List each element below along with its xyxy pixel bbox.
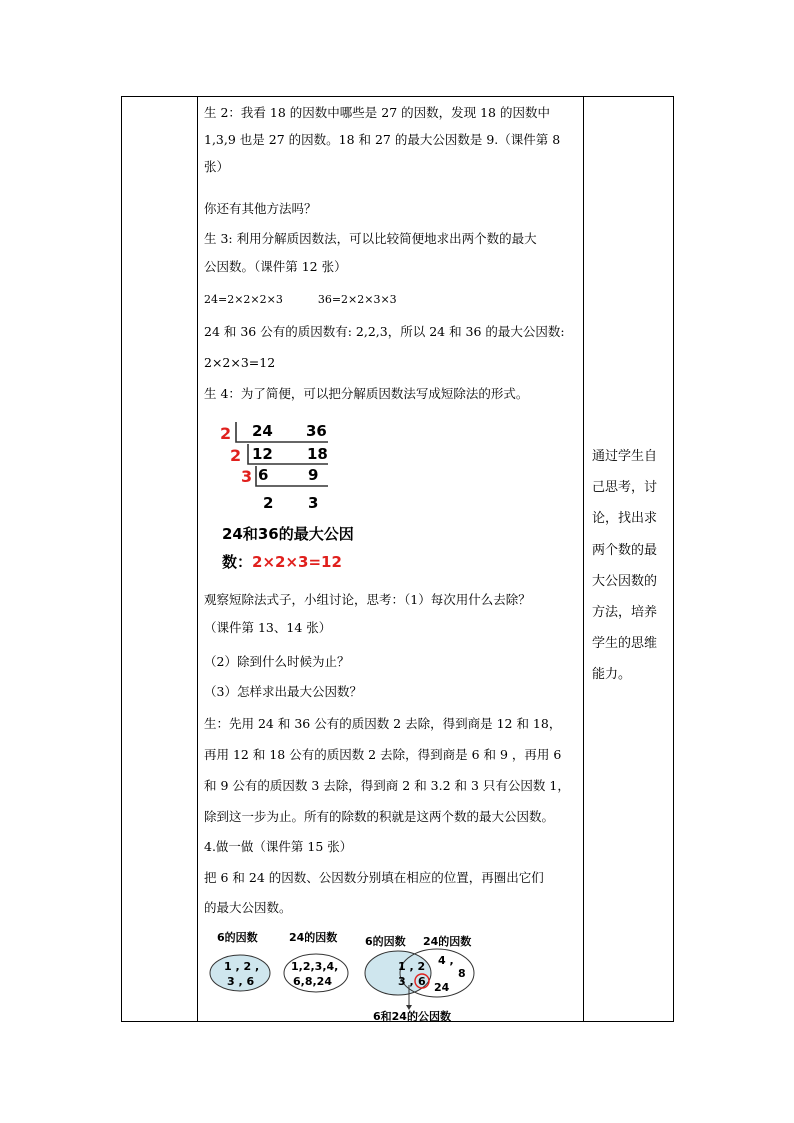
gcd-result-expression: 2×2×3=12 bbox=[252, 553, 342, 571]
text-line: 生：先用 24 和 36 公有的质因数 2 去除，得到商是 12 和 18， bbox=[204, 716, 562, 731]
common-factor: 6 bbox=[418, 975, 426, 988]
set-member: 1,2,3,4, bbox=[291, 960, 339, 973]
set-member: 24 bbox=[434, 981, 450, 994]
text-line: 生 3: 利用分解质因数法，可以比较简便地求出两个数的最大 bbox=[204, 231, 537, 246]
text-line: （2）除到什么时候为止？ bbox=[204, 654, 350, 669]
note-line: 两个数的最 bbox=[592, 543, 658, 558]
note-line: 方法，培养 bbox=[592, 605, 658, 620]
text-line: 24 和 36 公有的质因数有: 2,2,3，所以 24 和 36 的最大公因数: bbox=[204, 324, 565, 339]
short-division-figure bbox=[200, 419, 583, 579]
text-line: 把 6 和 24 的因数、公因数分别填在相应的位置，再圈出它们 bbox=[204, 870, 544, 885]
column-divider bbox=[197, 97, 198, 1021]
text-line: 张） bbox=[204, 159, 230, 174]
text-line: （3）怎样求出最大公因数？ bbox=[204, 684, 362, 699]
divisor: 2 bbox=[220, 424, 232, 443]
gcd-result-line1: 24和36的最大公因 bbox=[222, 525, 354, 543]
text-line: 公因数。（课件第 12 张） bbox=[204, 259, 347, 274]
text-line: 再用 12 和 18 公有的质因数 2 去除，得到商是 6 和 9 ，再用 6 bbox=[204, 747, 562, 762]
set-member: 4 , bbox=[438, 954, 454, 967]
text-line: 1,3,9 也是 27 的因数。18 和 27 的最大公因数是 9.（课件第 8 bbox=[204, 132, 561, 147]
dividend: 36 bbox=[306, 422, 327, 440]
factor-venn-figure bbox=[200, 927, 583, 1023]
divisor: 3 bbox=[241, 467, 253, 486]
divisor: 2 bbox=[230, 446, 242, 465]
quotient: 2 bbox=[263, 494, 274, 512]
dividend: 12 bbox=[252, 445, 273, 463]
text-line: 的最大公因数。 bbox=[204, 900, 292, 915]
set-member: 8 bbox=[458, 967, 466, 980]
text-line: 4.做一做（课件第 15 张） bbox=[204, 839, 353, 854]
common-factor: 1 , 2 bbox=[398, 960, 426, 973]
set-member: 3 , 6 bbox=[227, 975, 255, 988]
column-divider bbox=[583, 97, 584, 1021]
dividend: 18 bbox=[307, 445, 328, 463]
set-title: 6的因数 bbox=[365, 935, 406, 948]
text-line: 你还有其他方法吗？ bbox=[204, 201, 317, 216]
note-line: 大公因数的 bbox=[592, 574, 658, 589]
note-line: 通过学生自 bbox=[592, 449, 658, 464]
gcd-result-prefix: 数： bbox=[222, 553, 253, 571]
dividend: 6 bbox=[258, 466, 269, 484]
set-title: 24的因数 bbox=[289, 931, 338, 944]
set-member: 6,8,24 bbox=[293, 975, 332, 988]
common-factor: 3 , bbox=[398, 975, 414, 988]
text-line: （课件第 13、14 张） bbox=[204, 620, 332, 635]
set-title: 24的因数 bbox=[423, 935, 472, 948]
text-line: 观察短除法式子，小组讨论，思考：（1）每次用什么去除？ bbox=[204, 592, 531, 607]
text-line: 24=2×2×2×3 36=2×2×3×3 bbox=[204, 293, 397, 306]
note-line: 学生的思维 bbox=[592, 636, 658, 651]
text-line: 生 2：我看 18 的因数中哪些是 27 的因数，发现 18 的因数中 bbox=[204, 105, 550, 120]
note-line: 己思考，讨 bbox=[592, 480, 658, 495]
text-line: 2×2×3=12 bbox=[204, 355, 276, 370]
quotient: 3 bbox=[308, 494, 319, 512]
set-title: 6的因数 bbox=[217, 931, 258, 944]
note-line: 能力。 bbox=[592, 667, 632, 682]
text-line: 和 9 公有的质因数 3 去除，得到商 2 和 3.2 和 3 只有公因数 1， bbox=[204, 778, 570, 793]
lesson-table bbox=[121, 96, 674, 1022]
venn-caption: 6和24的公因数 bbox=[373, 1010, 451, 1023]
dividend: 24 bbox=[252, 422, 273, 440]
text-line: 生 4：为了简便，可以把分解质因数法写成短除法的形式。 bbox=[204, 386, 529, 401]
text-line: 除到这一步为止。所有的除数的积就是这两个数的最大公因数。 bbox=[204, 809, 555, 824]
note-line: 论，找出求 bbox=[592, 511, 658, 526]
set-member: 1 , 2 , bbox=[224, 960, 260, 973]
dividend: 9 bbox=[308, 466, 319, 484]
gcd-result-line2 bbox=[222, 553, 342, 571]
